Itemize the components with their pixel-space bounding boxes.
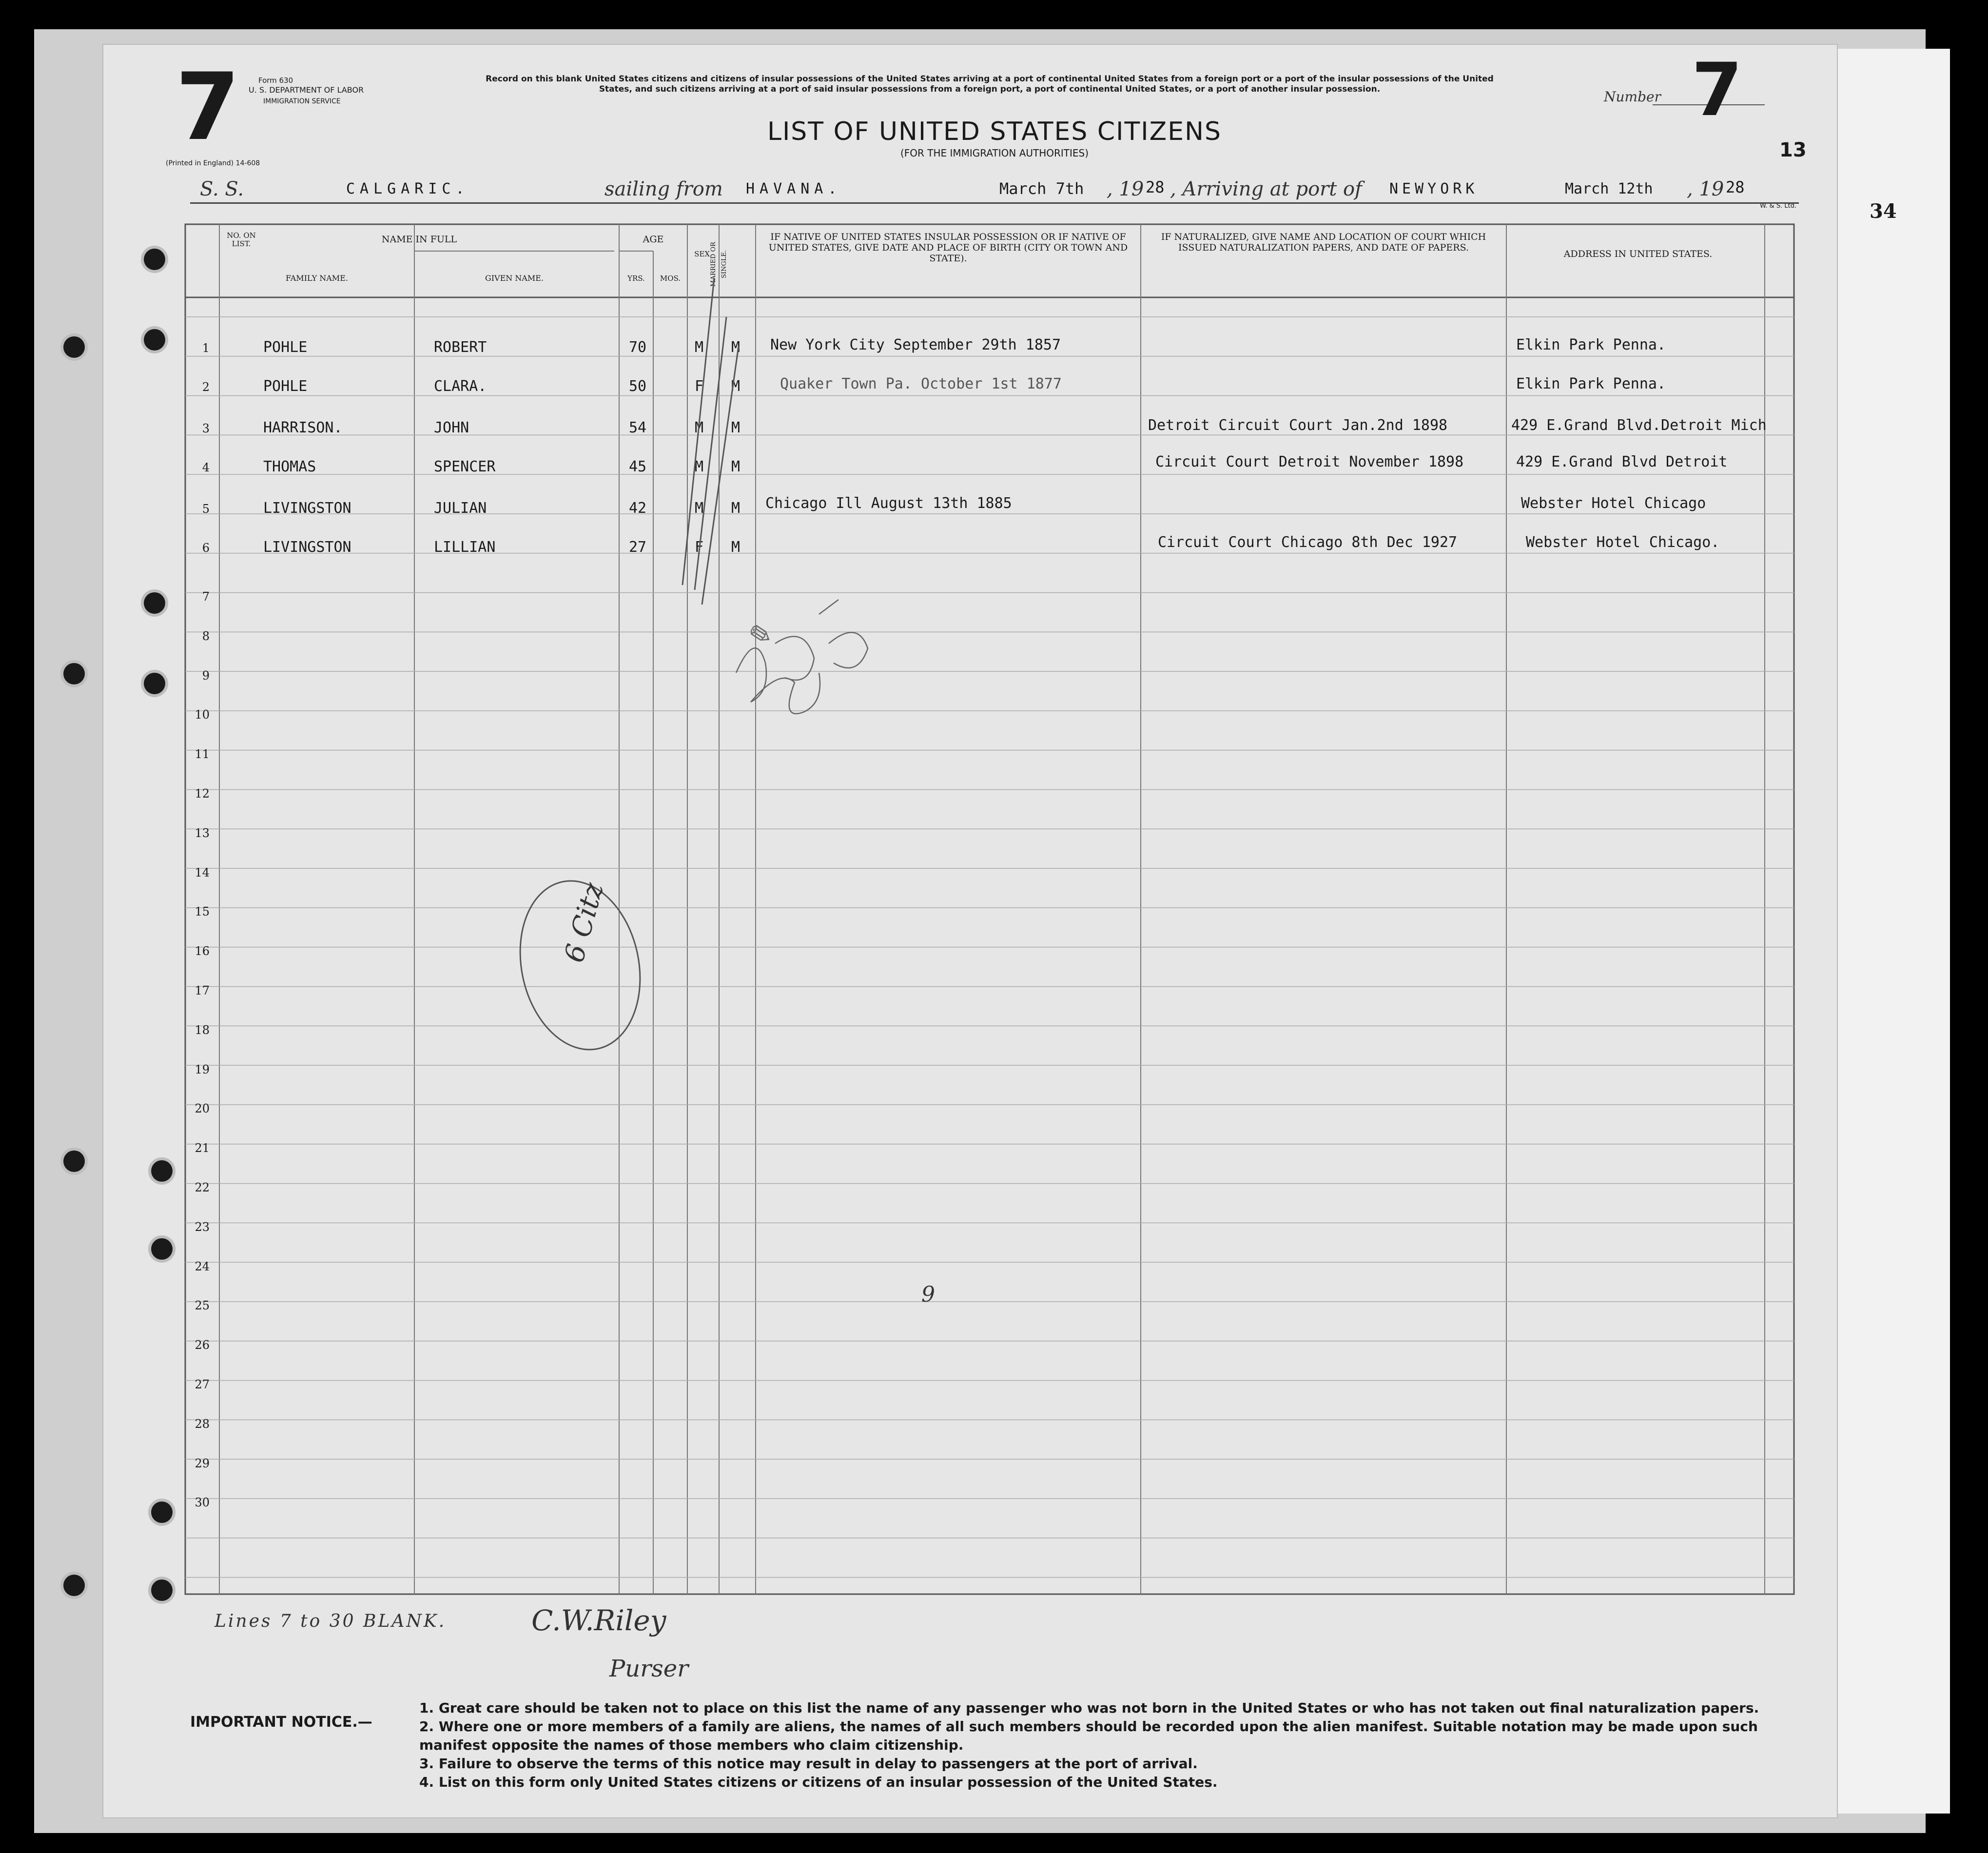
arrival-port: NEWYORK (1389, 180, 1479, 197)
service-label: IMMIGRATION SERVICE (263, 98, 341, 105)
notice-list (419, 1699, 1794, 1792)
address: 429 E.Grand Blvd.Detroit Mich (1511, 417, 1767, 434)
arriving-label: , Arriving at port of (1170, 178, 1362, 200)
binder-hole (63, 1575, 85, 1596)
year-suffix: 28 (1146, 178, 1165, 196)
header-native: IF NATIVE OF UNITED STATES INSULAR POSSESSION OR IF NATIVE OF UNITED STATES, GIVE DATE AND PLACE OF BIRTH (CITY OR TOWN AND STATE). (768, 232, 1128, 264)
marital-status: M (731, 419, 741, 436)
row-number: 26 (195, 1338, 210, 1352)
form-title: LIST OF UNITED STATES CITIZENS (767, 117, 1222, 146)
sex: M (695, 419, 704, 436)
row-number: 12 (195, 787, 210, 800)
given-name: JOHN (434, 419, 469, 436)
row-number: 15 (195, 905, 210, 919)
marital-status: M (731, 458, 741, 475)
binder-hole (63, 336, 85, 358)
row-number: 29 (195, 1456, 210, 1470)
marital-status: M (731, 539, 741, 556)
family-name: LIVINGSTON (263, 500, 351, 517)
given-name: SPENCER (434, 458, 496, 475)
header-family-name: FAMILY NAME. (286, 273, 348, 283)
row-number: 24 (195, 1259, 210, 1273)
address: Elkin Park Penna. (1516, 336, 1666, 353)
header-name-in-full: NAME IN FULL (381, 234, 457, 245)
circle-note: 6 Citz (558, 879, 610, 966)
row-number: 10 (195, 708, 210, 722)
ss-label: S. S. (200, 178, 244, 200)
arrival-date: March 12th (1565, 180, 1653, 197)
binder-hole (144, 329, 165, 351)
row-number: 25 (195, 1299, 210, 1313)
age-years: 45 (629, 458, 647, 475)
purser-signature: C.W.Riley (531, 1604, 666, 1637)
marital-status: M (731, 339, 741, 356)
form-subtitle: (FOR THE IMMIGRATION AUTHORITIES) (900, 147, 1089, 159)
family-name: HARRISON. (263, 419, 343, 436)
notice-item: 1. Great care should be taken not to place on this list the name of any passenger who was not born in the United States or who has not taken out final naturalization papers. (419, 1700, 1759, 1716)
row-number: 23 (195, 1220, 210, 1234)
birth-info: New York City September 29th 1857 (770, 336, 1061, 353)
age-years: 27 (629, 539, 647, 556)
ship-name: CALGARIC. (346, 180, 469, 197)
form-sheet (102, 44, 1838, 1818)
age-years: 54 (629, 419, 647, 436)
naturalization-info: Circuit Court Detroit November 1898 (1155, 453, 1464, 470)
row-number: 21 (195, 1141, 210, 1155)
purser-title: Purser (609, 1655, 689, 1682)
row-number: 27 (195, 1378, 210, 1391)
row-number: 18 (195, 1023, 210, 1037)
binder-hole (144, 249, 165, 270)
departure-port: HAVANA. (746, 180, 842, 197)
printed-label: (Printed in England) 14-608 (166, 159, 260, 167)
arrival-year-prefix: , 19 (1687, 178, 1724, 200)
given-name: CLARA. (434, 378, 487, 395)
given-name: ROBERT (434, 339, 487, 356)
big-form-number: 7 (175, 53, 240, 161)
blank-lines-note: Lines 7 to 30 BLANK. (214, 1611, 447, 1631)
row-number: 8 (202, 629, 210, 643)
address: Webster Hotel Chicago. (1526, 534, 1720, 551)
binder-hole (63, 663, 85, 684)
binder-hole (151, 1580, 173, 1601)
number-label: Number (1604, 89, 1661, 105)
row-number: 19 (195, 1062, 210, 1076)
binder-hole (151, 1238, 173, 1260)
header-given-name: GIVEN NAME. (485, 273, 544, 283)
header-married: MARRIED OR SINGLE. (710, 242, 728, 287)
given-name: LILLIAN (434, 539, 496, 556)
header-address: ADDRESS IN UNITED STATES. (1563, 249, 1713, 259)
age-years: 50 (629, 378, 647, 395)
printer-mark: W. & S. Ltd. (1760, 202, 1797, 210)
header-sex: SEX. (694, 250, 712, 258)
row-number: 17 (195, 984, 210, 997)
row-number: 2 (202, 380, 210, 394)
row-number: 13 (195, 826, 210, 840)
sex: F (695, 539, 704, 556)
address: Elkin Park Penna. (1516, 375, 1666, 392)
row-number: 16 (195, 944, 210, 958)
marital-status: M (731, 378, 741, 395)
year-prefix: , 19 (1107, 178, 1144, 200)
sex: F (695, 378, 704, 395)
handwritten-scribble: ✎ (741, 616, 776, 657)
arrival-year-suffix: 28 (1726, 178, 1745, 196)
family-name: THOMAS (263, 458, 316, 475)
row-number: 9 (202, 668, 210, 683)
family-name: POHLE (263, 378, 308, 395)
birth-info: Quaker Town Pa. October 1st 1877 (780, 375, 1062, 392)
department-label: U. S. DEPARTMENT OF LABOR (249, 85, 364, 95)
sex: M (695, 339, 704, 356)
naturalization-info: Circuit Court Chicago 8th Dec 1927 (1158, 534, 1458, 551)
sex: M (695, 458, 704, 475)
row-number: 5 (202, 502, 210, 516)
address: 429 E.Grand Blvd Detroit (1516, 453, 1728, 470)
row-number: 30 (195, 1496, 210, 1510)
binder-hole (63, 1151, 85, 1172)
naturalization-info: Detroit Circuit Court Jan.2nd 1898 (1148, 417, 1448, 434)
birth-info: Chicago Ill August 13th 1885 (765, 495, 1012, 512)
address: Webster Hotel Chicago (1521, 495, 1706, 512)
sex: M (695, 500, 704, 517)
number-value: 7 (1692, 48, 1743, 133)
notice-label: IMPORTANT NOTICE.— (190, 1714, 372, 1731)
marital-status: M (731, 500, 741, 517)
binder-hole (144, 592, 165, 614)
sailing-label: sailing from (604, 178, 723, 200)
binder-hole (151, 1502, 173, 1523)
record-instructions: Record on this blank United States citizens and citizens of insular possessions of the United States arriving at a port of continental United States from a foreign port or a port of the insular possessions of the United States, and such citizens arriving at a port of said insular possessions from a foreign port, a port of continental United States, or a port of another insular possession. (486, 74, 1494, 94)
family-name: POHLE (263, 339, 308, 356)
age-years: 42 (629, 500, 647, 517)
row-number: 6 (202, 541, 210, 555)
row-number: 11 (195, 747, 210, 761)
binder-hole (144, 673, 165, 694)
notice-item: 3. Failure to observe the terms of this notice may result in delay to passengers at the port of arrival. (419, 1755, 1198, 1772)
row-number: 1 (202, 341, 210, 355)
header-yrs: YRS. (627, 274, 645, 283)
age-years: 70 (629, 339, 647, 356)
check-marks (102, 44, 1838, 1818)
row-number: 3 (202, 422, 210, 435)
row-number: 4 (202, 461, 210, 474)
row-number: 7 (202, 590, 210, 604)
header-naturalized: IF NATURALIZED, GIVE NAME AND LOCATION OF COURT WHICH ISSUED NATURALIZATION PAPERS, AND DATE OF PAPERS. (1161, 232, 1486, 253)
row-number: 20 (195, 1102, 210, 1116)
tab-strip (1838, 49, 1950, 1814)
header-mos: MOS. (660, 274, 681, 283)
header-age: AGE (643, 234, 664, 245)
row-number: 14 (195, 865, 210, 879)
family-name: LIVINGSTON (263, 539, 351, 556)
form-number: Form 630 (258, 76, 293, 85)
notice-item: 2. Where one or more members of a family are aliens, the names of all such members should be recorded upon the alien manifest. Suitable notation may be made upon such manifest opposite the names of those members who claim citizenship. (419, 1718, 1758, 1753)
header-no-on-list: NO. ON LIST. (227, 231, 256, 248)
side-page-number: 34 (1870, 200, 1897, 223)
binder-hole (151, 1160, 173, 1182)
sailing-date: March 7th (999, 179, 1084, 198)
row-number: 22 (195, 1181, 210, 1194)
sheet-number: 13 (1779, 139, 1807, 161)
row-number: 28 (195, 1417, 210, 1431)
given-name: JULIAN (434, 500, 487, 517)
notice-item: 4. List on this form only United States citizens or citizens of an insular possession of the United States. (419, 1774, 1218, 1790)
page-mark: 9 (921, 1282, 935, 1307)
